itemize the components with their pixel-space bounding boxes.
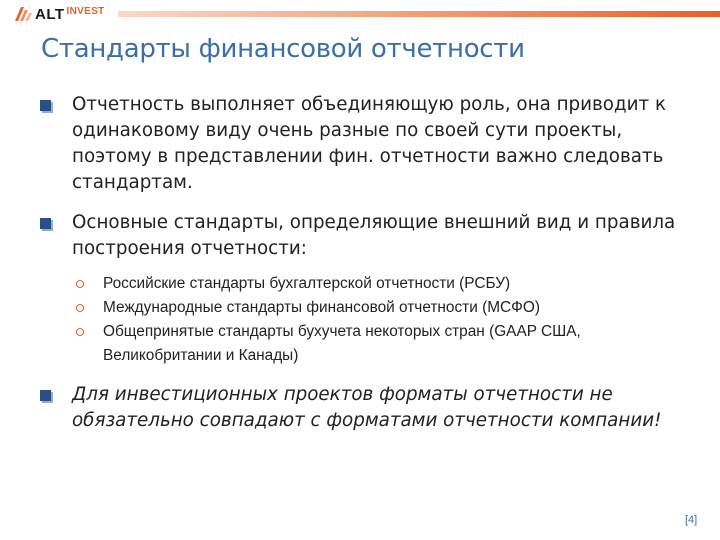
bullet-item-2-text: Основные стандарты, определяющие внешний вид и правила построения отчетности: bbox=[72, 212, 676, 259]
company-logo bbox=[13, 5, 104, 23]
bullet-item-3-text: Для инвестиционных проектов форматы отчетности не обязательно совпадают с форматами отчетности компании! bbox=[72, 384, 662, 431]
sublist-item-text: Российские стандарты бухгалтерской отчетности (РСБУ) bbox=[103, 275, 511, 292]
logo-invest-text: INVEST bbox=[66, 5, 105, 17]
sublist-item-text: Международные стандарты финансовой отчетности (МСФО) bbox=[103, 299, 540, 316]
bullet-item-1 bbox=[40, 92, 690, 196]
circle-bullet-icon bbox=[76, 280, 84, 288]
sublist-item-gaap bbox=[76, 320, 676, 368]
slide-title: Стандарты финансовой отчетности bbox=[41, 34, 525, 64]
sublist-item-msfo bbox=[76, 296, 676, 320]
square-bullet-icon bbox=[40, 218, 51, 229]
bullet-item-1-text: Отчетность выполняет объединяющую роль, она приводит к одинаковому виду очень разные по своей сути проекты, поэтому в представлении фин. отчетности важно следовать стандартам. bbox=[72, 94, 667, 193]
standards-sublist bbox=[40, 272, 676, 368]
square-bullet-icon bbox=[40, 390, 51, 401]
logo-alt-text: ALT bbox=[35, 5, 65, 23]
sublist-item-rsbu bbox=[76, 272, 676, 296]
sublist-item-text: Общепринятые стандарты бухучета некоторых стран (GAAP США, Великобритании и Канады) bbox=[103, 323, 581, 364]
logo-mark-icon bbox=[13, 5, 33, 23]
bullet-item-2 bbox=[40, 210, 690, 262]
bullet-item-3 bbox=[40, 382, 690, 434]
header-gradient-bar bbox=[118, 11, 720, 17]
circle-bullet-icon bbox=[76, 304, 84, 312]
slide-content bbox=[40, 92, 690, 434]
page-number: [4] bbox=[685, 514, 698, 526]
circle-bullet-icon bbox=[76, 328, 84, 336]
square-bullet-icon bbox=[40, 100, 51, 111]
